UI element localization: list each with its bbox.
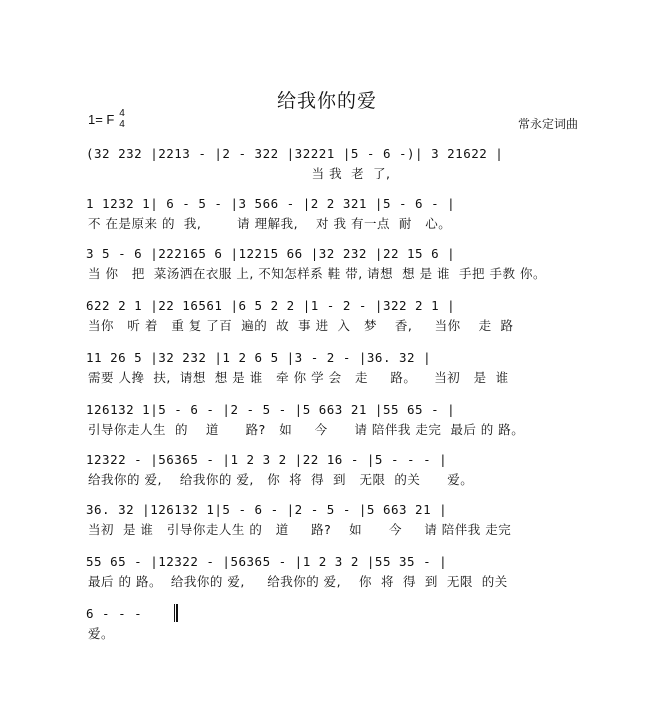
- lyric-line: 引导你走人生 的 道 路? 如 今 请 陪伴我 走完 最后 的 路。: [88, 422, 525, 437]
- notation-line: 12322 - |56365 - |1 2 3 2 |22 16 - |5 - - - |: [86, 452, 448, 467]
- song-title: 给我你的爱: [276, 90, 377, 112]
- lyric-line: 最后 的 路。 给我你的 爱, 给我你的 爱, 你 将 得 到 无限 的关: [88, 574, 508, 589]
- notation-line: (32 232 |2213 - |2 - 322 |32221 |5 - 6 -)| 3 21622 |: [86, 146, 504, 161]
- notation-line: 622 2 1 |22 16561 |6 5 2 2 |1 - 2 - |322 2 1 |: [86, 298, 456, 313]
- notation-line: 36. 32 |126132 1|5 - 6 - |2 - 5 - |5 663 21 |: [86, 502, 448, 517]
- time-signature: [117, 108, 127, 130]
- score-row: [86, 246, 582, 286]
- score-row: [86, 298, 582, 338]
- score-row: [86, 554, 582, 594]
- lyric-line: 当 你 把 菜汤洒在衣服 上, 不知怎样系 鞋 带, 请想 想 是 谁 手把 手教 你。: [88, 266, 546, 281]
- composer-credit: 常永定词曲: [517, 117, 578, 131]
- score-row: [86, 502, 582, 542]
- key-signature: 1= F: [88, 112, 115, 127]
- lyric-line: 给我你的 爱, 给我你的 爱, 你 将 得 到 无限 的关 爱。: [88, 472, 474, 487]
- lyric-line: 不 在是原来 的 我, 请 理解我, 对 我 有一点 耐 心。: [88, 216, 452, 231]
- lyric-line: 需要 人搀 扶, 请想 想 是 谁 牵 你 学 会 走 路。 当初 是 谁: [88, 370, 509, 385]
- lyric-line: 当初 是 谁 引导你走人生 的 道 路? 如 今 请 陪伴我 走完: [88, 522, 512, 537]
- lyric-line: 当 我 老 了,: [88, 166, 391, 181]
- notation-line: 3 5 - 6 |222165 6 |12215 66 |32 232 |22 15 6 |: [86, 246, 456, 261]
- score-row: [86, 146, 582, 186]
- lyric-line: 爱。: [88, 626, 115, 641]
- notation-line: 6 - - -: [86, 606, 143, 621]
- time-signature-bottom: 4: [119, 119, 125, 130]
- notation-line: 126132 1|5 - 6 - |2 - 5 - |5 663 21 |55 65 - |: [86, 402, 456, 417]
- lyric-line: 当你 听 着 重 复 了百 遍的 故 事 进 入 梦 香, 当你 走 路: [88, 318, 514, 333]
- score-row: [86, 196, 582, 236]
- time-signature-top: 4: [119, 108, 125, 119]
- score-row: [86, 402, 582, 442]
- notation-line: 55 65 - |12322 - |56365 - |1 2 3 2 |55 35 - |: [86, 554, 448, 569]
- score-row: [86, 350, 582, 390]
- notation-line: 1 1232 1| 6 - 5 - |3 566 - |2 2 321 |5 - 6 - |: [86, 196, 456, 211]
- notation-line: 11 26 5 |32 232 |1 2 6 5 |3 - 2 - |36. 32 |: [86, 350, 432, 365]
- score-row: [86, 452, 582, 492]
- score-row: [86, 606, 582, 646]
- final-double-barline: [174, 604, 178, 622]
